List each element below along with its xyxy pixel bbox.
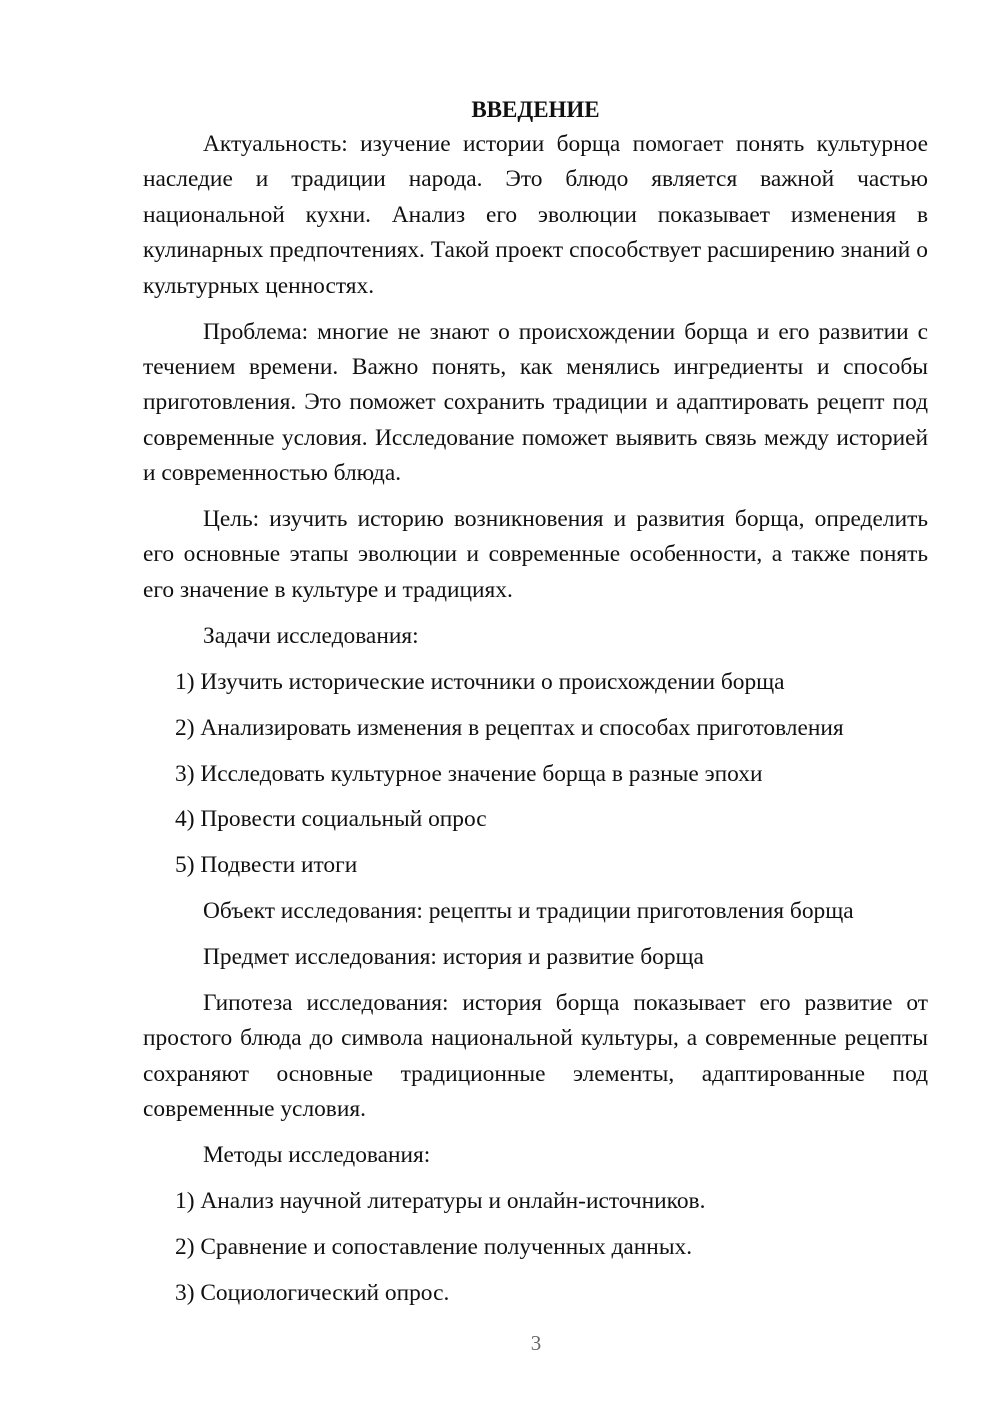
methods-heading: Методы исследования: [203, 1142, 431, 1169]
method-item: 2) Сравнение и сопоставление полученных данных. [175, 1233, 693, 1260]
method-item: 3) Социологический опрос. [175, 1279, 450, 1306]
method-item: 1) Анализ научной литературы и онлайн-источников. [175, 1188, 706, 1215]
object-paragraph: Объект исследования: рецепты и традиции приготовления борща [203, 898, 854, 925]
hypothesis-paragraph: Гипотеза исследования: история борща показывает его развитие от простого блюда до символа национальной культуры, а современные рецепты сохраняют основные традиционные элементы, адаптированные под современные условия. [143, 990, 928, 1123]
page-content [143, 92, 928, 1322]
subject-paragraph: Предмет исследования: история и развитие борща [203, 944, 704, 971]
page-number: 3 [530, 1331, 542, 1355]
goal-paragraph: Цель: изучить историю возникновения и развития борща, определить его основные этапы эволюции и современные особенности, а также понять его значение в культуре и традициях. [143, 506, 928, 603]
problem-paragraph: Проблема: многие не знают о происхождении борща и его развитии с течением времени. Важно понять, как менялись ингредиенты и способы приготовления. Это поможет сохранить традиции и адаптировать рецепт под современные условия. Исследование поможет выявить связь между историей и современностью блюда. [143, 318, 928, 487]
relevance-paragraph: Актуальность: изучение истории борща помогает понять культурное наследие и традиции народа. Это блюдо является важной частью национальной кухни. Анализ его эволюции показывает изменения в кулинарных предпочтениях. Такой проект способствует расширению знаний о культурных ценностях. [143, 131, 928, 299]
tasks-heading: Задачи исследования: [203, 622, 419, 649]
task-item: 1) Изучить исторические источники о происхождении борща [175, 668, 785, 695]
section-title: ВВЕДЕНИЕ [471, 97, 600, 122]
task-item: 5) Подвести итоги [175, 852, 358, 879]
task-item: 4) Провести социальный опрос [175, 806, 487, 833]
task-item: 3) Исследовать культурное значение борща в разные эпохи [175, 760, 763, 787]
task-item: 2) Анализировать изменения в рецептах и способах приготовления [175, 714, 844, 741]
